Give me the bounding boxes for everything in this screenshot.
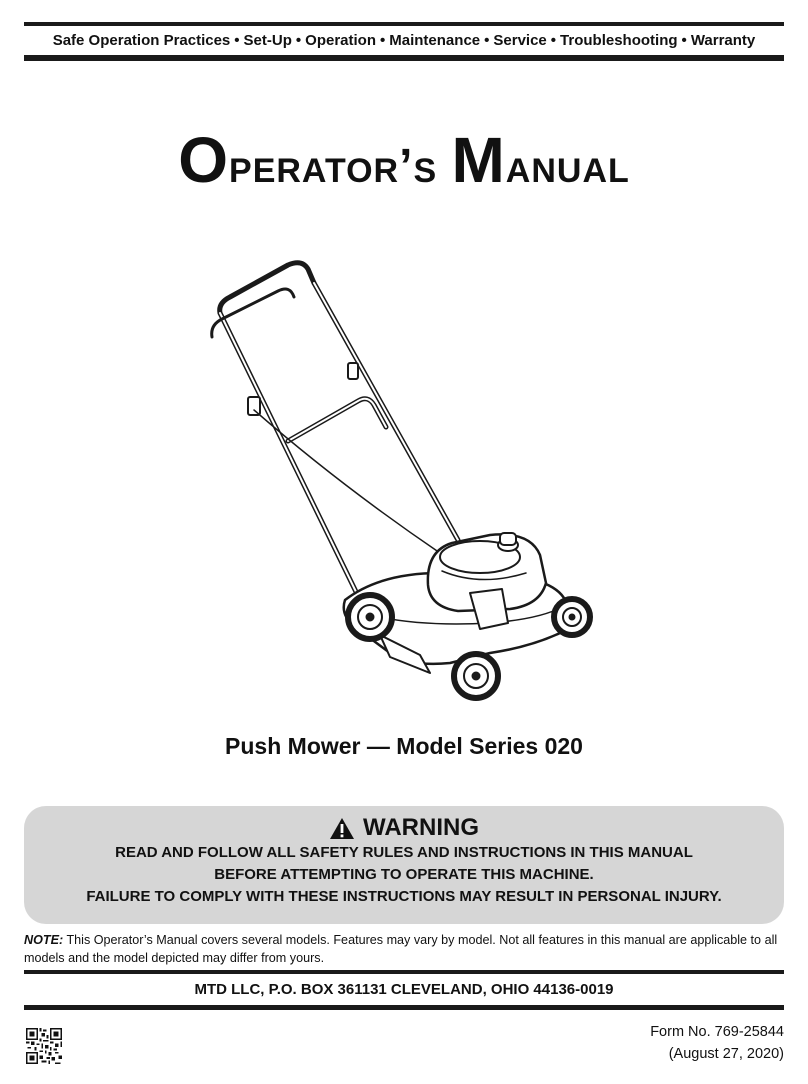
title-initial-m: M bbox=[451, 124, 506, 196]
warning-heading bbox=[24, 814, 784, 842]
warning-heading-text: WARNING bbox=[363, 814, 479, 841]
topic-separator: • bbox=[484, 32, 490, 49]
topic-separator: • bbox=[681, 32, 687, 49]
push-mower-illustration bbox=[190, 255, 610, 710]
topic-service: Service bbox=[493, 32, 547, 49]
top-rule-thick bbox=[24, 55, 784, 61]
note-text: This Operator’s Manual covers several models. Features may vary by model. Not all features in this manual are applicable to all models and the model depicted may differ from yours. bbox=[24, 933, 778, 965]
title-word-manual: anual bbox=[505, 140, 630, 193]
topic-set-up: Set-Up bbox=[243, 32, 292, 49]
form-info bbox=[650, 1021, 784, 1065]
note-paragraph bbox=[24, 931, 784, 967]
manual-title bbox=[0, 124, 808, 196]
topic-maintenance: Maintenance bbox=[389, 32, 481, 49]
section-topics bbox=[24, 27, 784, 54]
footer-rule-bottom bbox=[24, 1005, 784, 1010]
topic-safe-operation: Safe Operation Practices bbox=[52, 32, 231, 49]
footer-rule-top bbox=[24, 970, 784, 974]
topic-warranty: Warranty bbox=[690, 32, 756, 49]
top-rule-thin bbox=[24, 22, 784, 26]
title-initial-o: O bbox=[178, 124, 230, 196]
company-address: MTD LLC, P.O. BOX 361131 CLEVELAND, OHIO 44136-0019 bbox=[194, 981, 614, 998]
topic-separator: • bbox=[380, 32, 386, 49]
warning-triangle-icon bbox=[329, 817, 355, 840]
model-line: Push Mower — Model Series 020 bbox=[225, 733, 583, 759]
warning-line-3: FAILURE TO COMPLY WITH THESE INSTRUCTIONS MAY RESULT IN PERSONAL INJURY. bbox=[86, 888, 722, 905]
topic-separator: • bbox=[550, 32, 557, 49]
warning-box bbox=[24, 806, 784, 924]
topic-troubleshooting: Troubleshooting bbox=[560, 32, 678, 49]
warning-line-2: BEFORE ATTEMPTING TO OPERATE THIS MACHINE. bbox=[214, 866, 594, 883]
topic-operation: Operation bbox=[305, 32, 376, 49]
form-number: Form No. 769-25844 bbox=[650, 1024, 784, 1040]
topic-separator: • bbox=[234, 32, 240, 49]
note-label: NOTE: bbox=[24, 933, 64, 947]
qr-code-icon bbox=[26, 1028, 62, 1064]
form-date: (August 27, 2020) bbox=[668, 1046, 784, 1062]
topic-separator: • bbox=[295, 32, 302, 49]
warning-line-1: READ AND FOLLOW ALL SAFETY RULES AND INSTRUCTIONS IN THIS MANUAL bbox=[115, 844, 693, 861]
title-word-operators: perator’s bbox=[229, 140, 438, 193]
